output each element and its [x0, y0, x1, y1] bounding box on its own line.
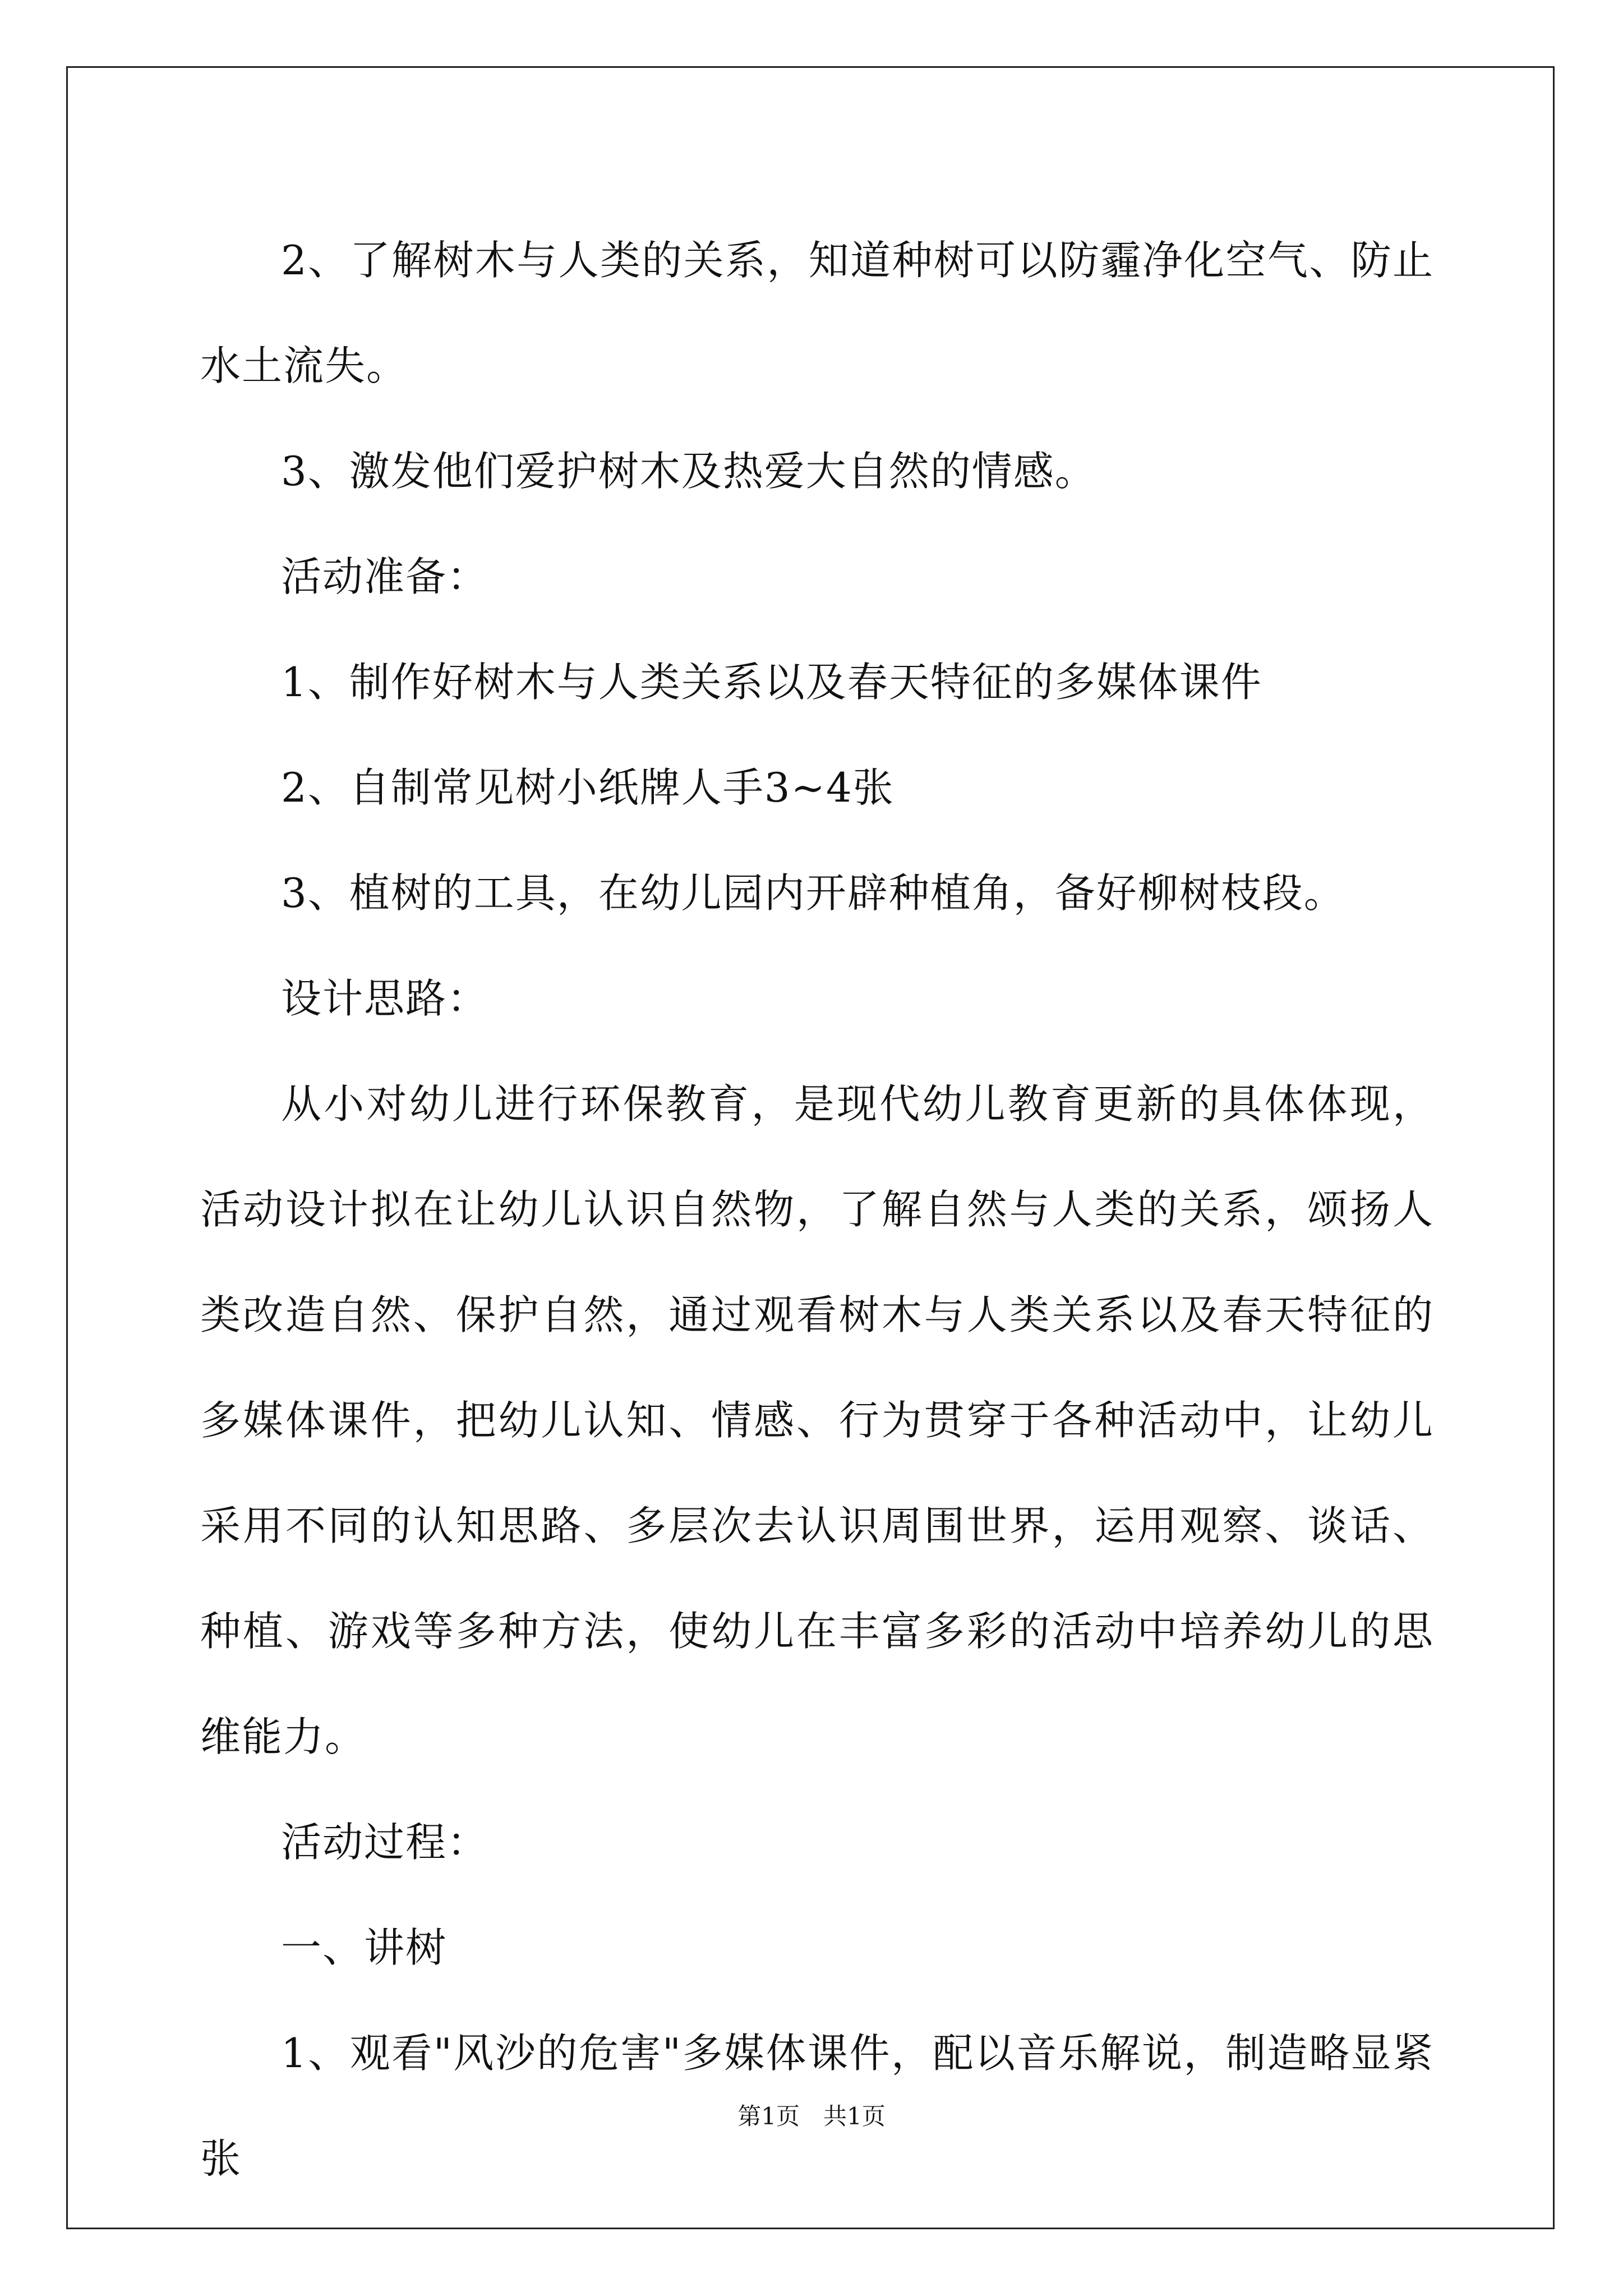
paragraph: 2、了解树木与人类的关系，知道种树可以防霾净化空气、防止水土流失。 — [200, 237, 1434, 389]
paragraph: 1、观看"风沙的危害"多媒体课件，配以音乐解说，制造略显紧张 — [200, 2030, 1434, 2182]
paragraph: 从小对幼儿进行环保教育，是现代幼儿教育更新的具体体现，活动设计拟在让幼儿认识自然物，了解自然与人类的关系，颂扬人类改造自然、保护自然，通过观看树木与人类关系以及春天特征的多媒体课件，把幼儿认知、情感、行为贯穿于各种活动中，让幼儿采用不同的认知思路、多层次去认识周围世界，运用观察、谈话、种植、游戏等多种方法，使幼儿在丰富多彩的活动中培养幼儿的思维能力。 — [200, 1080, 1434, 1760]
paragraph: 3、植树的工具，在幼儿园内开辟种植角，备好柳树枝段。 — [281, 869, 1345, 917]
paragraph: 2、自制常见树小纸牌人手3~4张 — [281, 764, 895, 811]
page-number-footer: 第1页 共1页 — [737, 2102, 886, 2130]
paragraph: 设计思路： — [281, 975, 489, 1022]
paragraph: 活动过程： — [281, 1819, 489, 1866]
paragraph: 1、制作好树木与人类关系以及春天特征的多媒体课件 — [281, 659, 1262, 706]
paragraph: 3、激发他们爱护树木及热爱大自然的情感。 — [281, 448, 1096, 495]
paragraph: 活动准备： — [281, 553, 489, 600]
paragraph: 一、讲树 — [281, 1924, 448, 1971]
document-body — [200, 208, 1434, 2211]
